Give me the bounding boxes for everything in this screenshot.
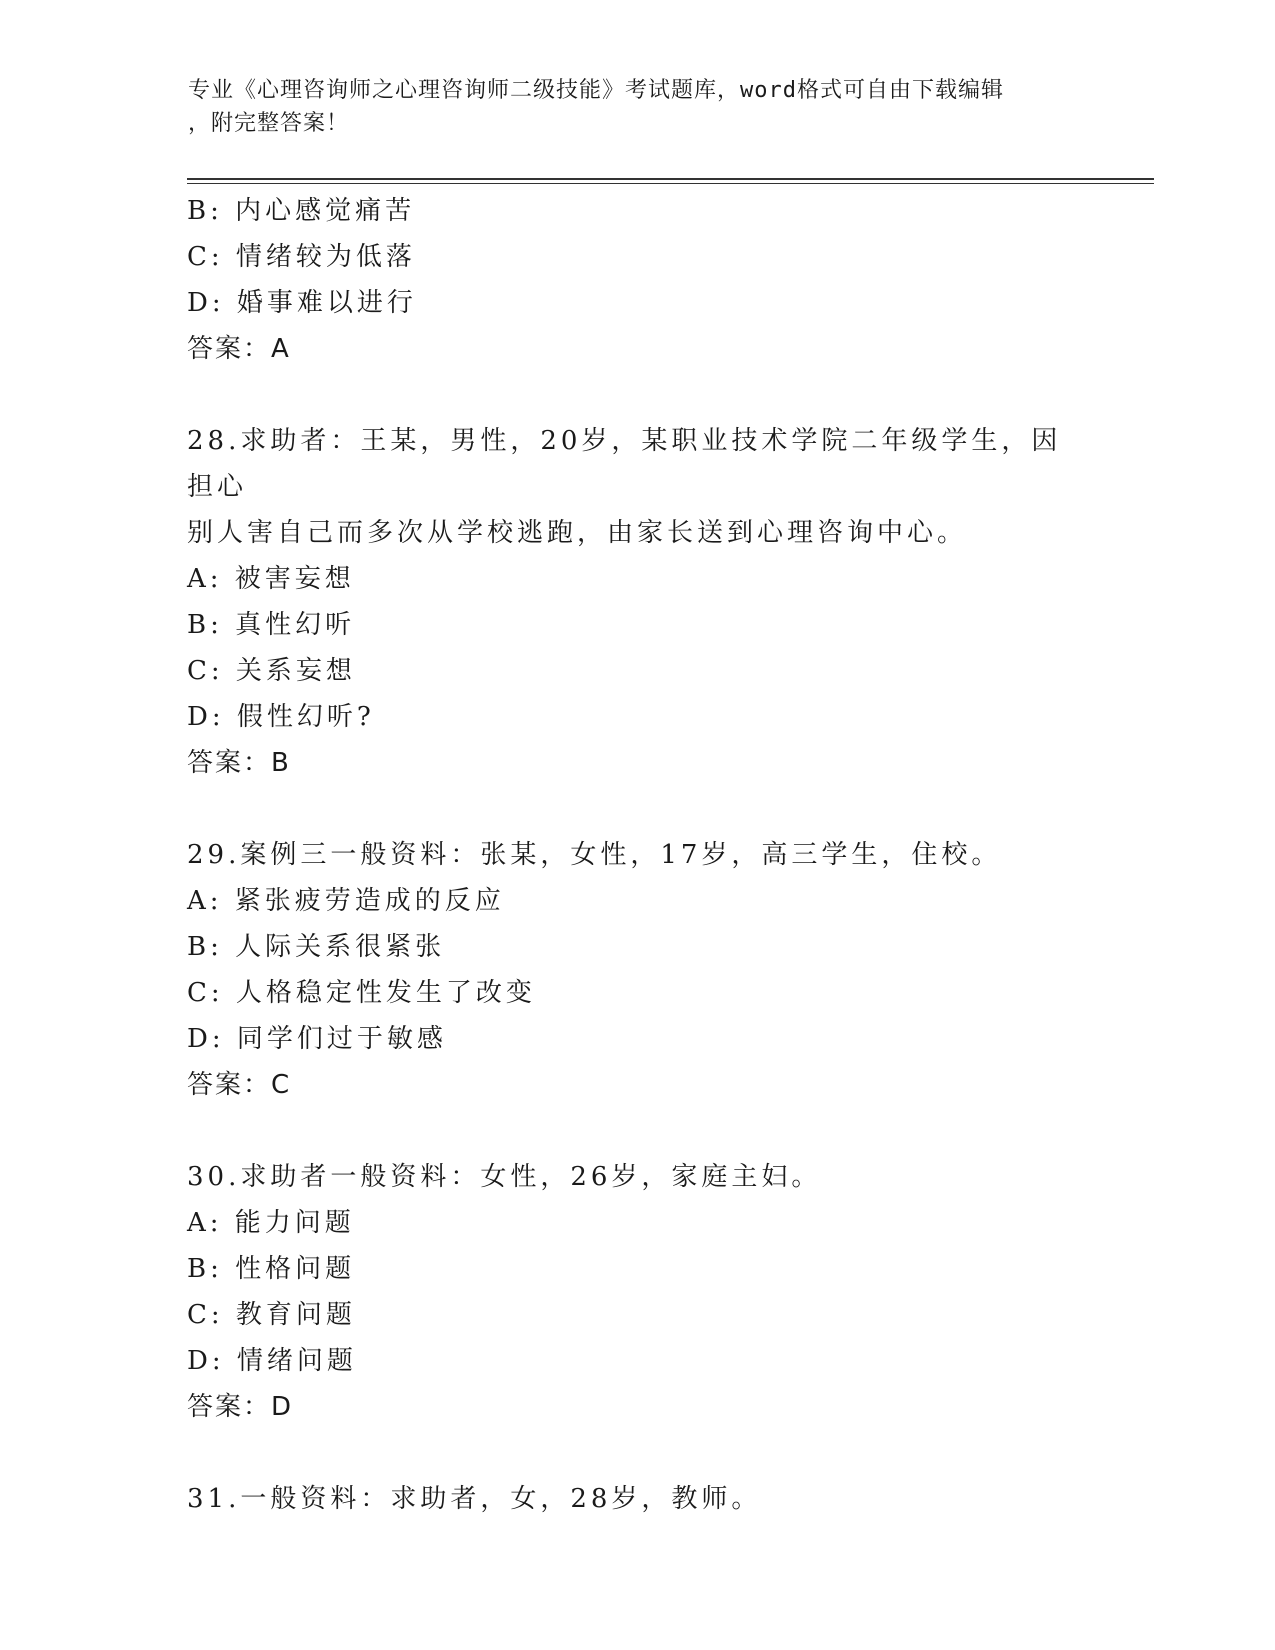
option-b: B: 人际关系很紧张	[187, 932, 446, 962]
answer-line: 答案：D	[187, 1392, 294, 1422]
document-header	[188, 74, 1088, 140]
header-divider-thick	[187, 178, 1154, 180]
answer-line: 答案：A	[187, 334, 291, 364]
question-30	[187, 1154, 1087, 1430]
question-text-line-1: 28.求助者：王某，男性，20岁，某职业技术学院二年级学生，因担心	[187, 426, 1062, 502]
option-b: B: 性格问题	[187, 1254, 356, 1284]
option-c: C: 人格稳定性发生了改变	[187, 978, 536, 1008]
document-body	[187, 188, 1087, 1522]
header-title-line-2: ，附完整答案！	[188, 111, 350, 136]
question-28	[187, 418, 1087, 786]
question-31	[187, 1476, 1087, 1522]
question-text-line-1: 31.一般资料：求助者，女，28岁，教师。	[187, 1484, 762, 1514]
option-a: A: 紧张疲劳造成的反应	[187, 886, 505, 916]
option-c: C: 关系妄想	[187, 656, 356, 686]
option-d: D: 同学们过于敏感	[187, 1024, 447, 1054]
answer-line: 答案：C	[187, 1070, 292, 1100]
question-text-line-2: 别人害自己而多次从学校逃跑，由家长送到心理咨询中心。	[187, 518, 968, 548]
option-b: B: 真性幻听	[187, 610, 356, 640]
option-d: D: 婚事难以进行	[187, 288, 417, 318]
option-a: A: 能力问题	[187, 1208, 355, 1238]
option-d: D: 情绪问题	[187, 1346, 357, 1376]
continued-question	[187, 188, 1087, 372]
question-text-line-1: 29.案例三一般资料：张某，女性，17岁，高三学生，住校。	[187, 840, 1002, 870]
header-title-line-1: 专业《心理咨询师之心理咨询师二级技能》考试题库，word格式可自由下载编辑	[188, 78, 1004, 103]
option-c: C: 教育问题	[187, 1300, 356, 1330]
question-text-line-1: 30.求助者一般资料：女性，26岁，家庭主妇。	[187, 1162, 822, 1192]
option-c: C: 情绪较为低落	[187, 242, 416, 272]
header-divider-thin	[187, 183, 1154, 184]
option-a: A: 被害妄想	[187, 564, 355, 594]
option-b: B: 内心感觉痛苦	[187, 196, 416, 226]
question-29	[187, 832, 1087, 1108]
answer-line: 答案：B	[187, 748, 291, 778]
option-d: D: 假性幻听?	[187, 702, 375, 732]
